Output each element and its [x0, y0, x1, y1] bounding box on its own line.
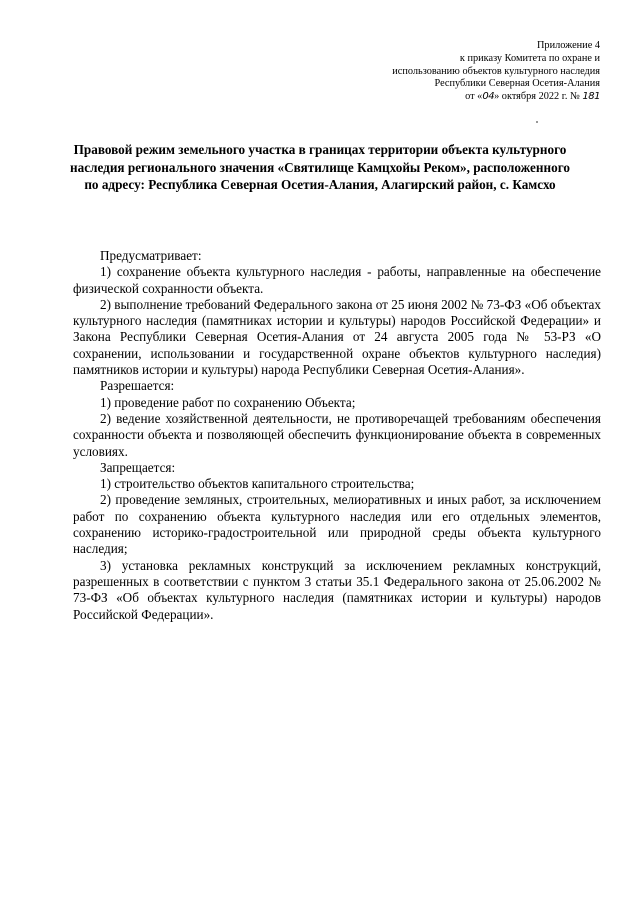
- paragraph-prohibited: Запрещается:: [100, 459, 176, 475]
- document-title: Правовой режим земельного участка в границах территории объекта культурного наследия регионального значения «Святилище Камцхойы Реком», расположенного по адресу: Республика Северная Осетия-Алания, Алагирский район, с. Камсхо: [70, 142, 570, 193]
- handwritten-day: 04: [482, 91, 495, 103]
- paragraph-allowed-2: 2) ведение хозяйственной деятельности, не противоречащей требованиям обеспечения сохранности объекта и позволяющей обеспечить функционирование объекта в современных условиях.: [73, 410, 601, 459]
- date-middle: » октября 2022 г. №: [494, 91, 580, 103]
- paragraph-prohibited-1: 1) строительство объектов капитального строительства;: [100, 476, 415, 492]
- scan-dot: [536, 121, 538, 123]
- date-prefix: от «: [465, 91, 483, 103]
- appendix-header: [300, 40, 600, 104]
- appendix-committee: использованию объектов культурного наследия: [392, 65, 600, 77]
- appendix-republic: Республики Северная Осетия-Алания: [434, 78, 600, 90]
- paragraph-allowed: Разрешается:: [100, 378, 175, 394]
- paragraph-provides-2: 2) выполнение требований Федерального закона от 25 июня 2002 № 73-ФЗ «Об объектах культурного наследия (памятниках истории и культуры) народов Российской Федерации» и Закона Республики Северная Осетия-Алания от 24 августа 2005 года № 53-РЗ «О сохранении, использовании и государственной охране объектов культурного наследия) памятников истории и культуры) народа Республики Северная Осетия-Алания».: [73, 296, 601, 378]
- paragraph-allowed-1: 1) проведение работ по сохранению Объекта;: [100, 394, 356, 410]
- paragraph-prohibited-2: 2) проведение земляных, строительных, мелиоративных и иных работ, за исключением работ по сохранению объекта культурного наследия или его отдельных элементов, сохранению историко-градостроительной или природной среды объекта культурного наследия;: [73, 492, 601, 557]
- appendix-number: Приложение 4: [537, 40, 600, 51]
- paragraph-prohibited-3: 3) установка рекламных конструкций за исключением рекламных конструкций, разрешенных в соответствии с пунктом 3 статьи 35.1 Федерального закона от 25.06.2002 № 73-ФЗ «Об объектах культурного наследия (памятниках истории и культуры) народов Российской Федерации».: [73, 557, 601, 622]
- appendix-date-line: [300, 91, 600, 104]
- handwritten-order-number: 181: [582, 91, 600, 103]
- paragraph-provides-1: 1) сохранение объекта культурного наследия - работы, направленные на обеспечение физической сохранности объекта.: [73, 264, 601, 296]
- document-body: [73, 248, 601, 623]
- appendix-order-ref: к приказу Комитета по охране и: [459, 52, 600, 64]
- paragraph-provides: Предусматривает:: [100, 248, 202, 263]
